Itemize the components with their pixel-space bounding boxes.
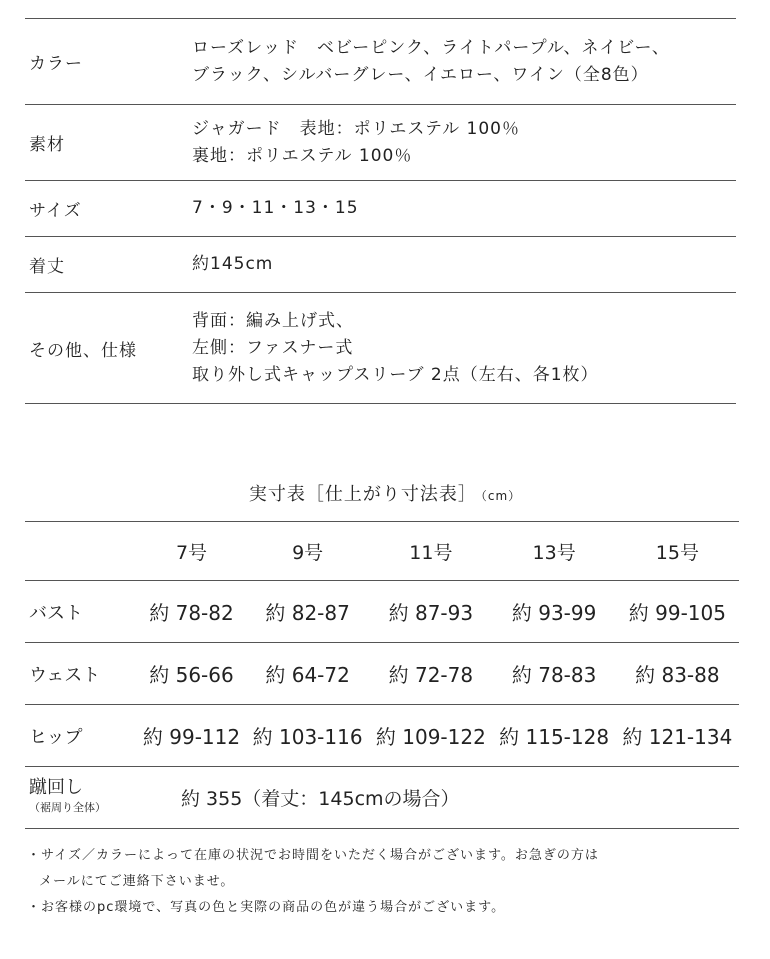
table-row [25,705,739,767]
row-label: ウェスト [25,643,137,705]
column-header: 9号 [246,522,369,581]
spec-value-line: 裏地：ポリエステル 100％ [192,145,413,166]
size-table-title [0,480,770,506]
spec-row-length [25,236,736,292]
header-empty [25,522,137,581]
spec-label: サイズ [29,201,82,221]
table-cell: 約 56-66 [137,643,246,705]
table-cell: 約 78-83 [492,643,615,705]
spec-table [25,18,736,404]
table-cell: 約 99-105 [616,581,739,643]
spec-label: 素材 [29,135,65,155]
table-cell: 約 78-82 [137,581,246,643]
hem-value: 約 355（着丈：145cmの場合） [137,767,739,829]
column-header: 11号 [369,522,492,581]
spec-label: 着丈 [29,257,65,277]
size-table-title-text: 実寸表［仕上がり寸法表］ [248,484,477,505]
spec-row-color [25,18,736,104]
spec-value [192,35,736,89]
note-line: ・サイズ／カラーによって在庫の状況でお時間をいただく場合がございます。お急ぎの方は [27,848,599,863]
hem-label: 蹴回し [29,776,83,798]
column-header: 7号 [137,522,246,581]
spec-value-line: 7・9・11・13・15 [192,198,359,218]
table-cell: 約 121-134 [616,705,739,767]
spec-value-line: 約145cm [192,254,274,274]
spec-value-line: ブラック、シルバーグレー、イエロー、ワイン（全8色） [192,64,649,85]
table-row-hem [25,767,739,829]
table-row [25,643,739,705]
row-label: バスト [25,581,137,643]
table-cell: 約 82-87 [246,581,369,643]
size-table-unit: （cm） [480,489,522,503]
table-cell: 約 109-122 [369,705,492,767]
spec-value [192,308,736,389]
column-header: 15号 [616,522,739,581]
table-cell: 約 99-112 [137,705,246,767]
row-label [25,767,137,829]
row-label: ヒップ [25,705,137,767]
spec-label: その他、仕様 [29,340,137,361]
notes [27,843,599,921]
spec-value [192,251,736,278]
table-cell: 約 83-88 [616,643,739,705]
size-table-header [25,522,739,581]
table-cell: 約 87-93 [369,581,492,643]
note-line: ・お客様のpc環境で、写真の色と実際の商品の色が違う場合がございます。 [27,900,506,915]
table-cell: 約 72-78 [369,643,492,705]
hem-sublabel: （裾周り全体） [29,800,106,814]
table-row [25,581,739,643]
note-line: メールにてご連絡下さいませ。 [39,874,235,889]
size-table [25,521,739,829]
spec-row-material [25,104,736,180]
spec-value [192,195,736,222]
spec-value-line: 左側：ファスナー式 [192,337,354,358]
spec-label: カラー [29,54,83,74]
table-cell: 約 64-72 [246,643,369,705]
spec-value-line: ローズレッド ベビーピンク、ライトパープル、ネイビー、 [192,37,670,58]
spec-value-line: ジャガード 表地：ポリエステル 100％ [192,118,520,139]
spec-value [192,116,736,170]
table-cell: 約 103-116 [246,705,369,767]
table-cell: 約 93-99 [492,581,615,643]
spec-value-line: 取り外し式キャップスリーブ 2点（左右、各1枚） [192,364,599,385]
table-cell: 約 115-128 [492,705,615,767]
spec-row-size [25,180,736,236]
column-header: 13号 [492,522,615,581]
spec-value-line: 背面：編み上げ式、 [192,310,354,331]
spec-row-other [25,292,736,404]
